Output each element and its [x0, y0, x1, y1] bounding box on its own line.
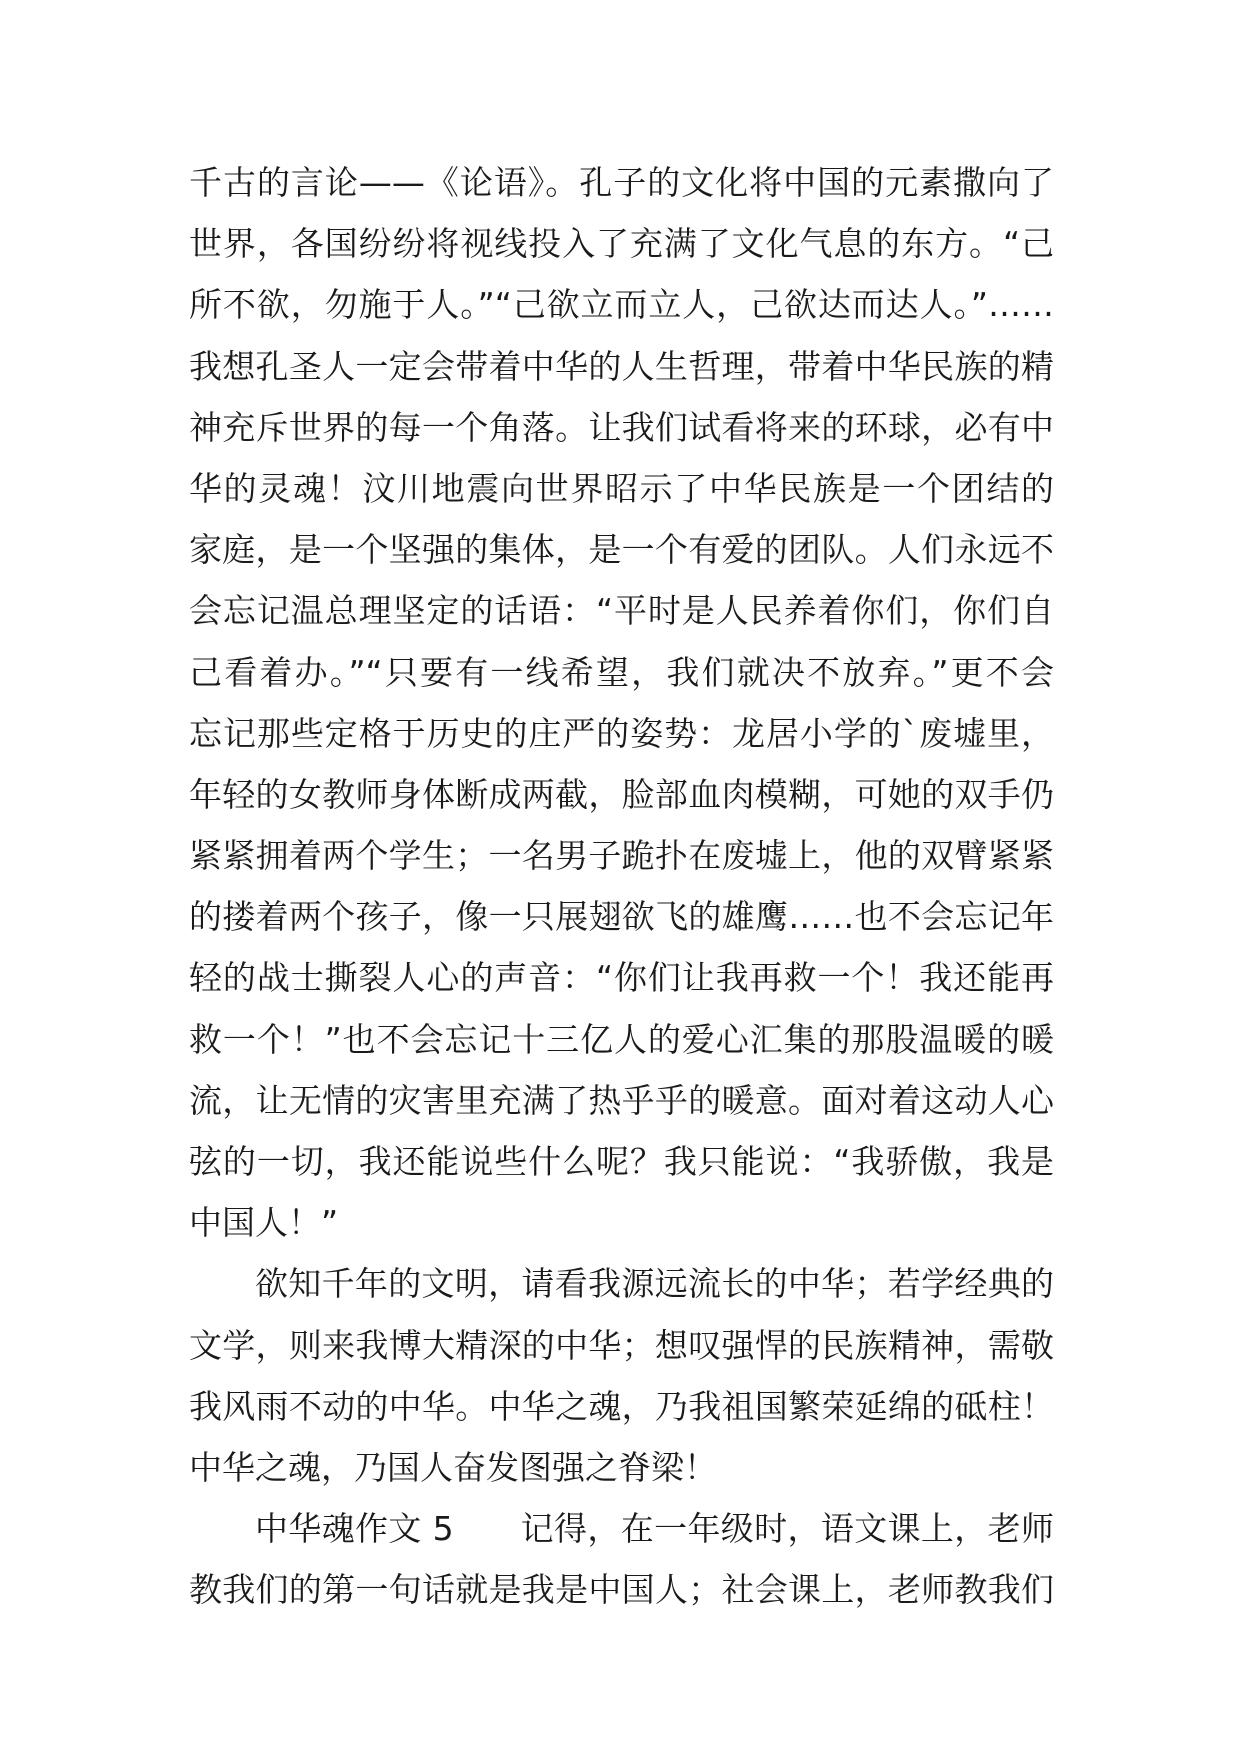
text-line: 我风雨不动的中华。中华之魂，乃我祖国繁荣延绵的砥柱！ [189, 1386, 1054, 1426]
text-line: 世界，各国纷纷将视线投入了充满了文化气息的东方。“己 [189, 224, 1054, 264]
text-line: 家庭，是一个坚强的集体，是一个有爱的团队。人们永远不 [189, 530, 1054, 570]
text-line: 欲知千年的文明，请看我源远流长的中华；若学经典的 [255, 1264, 1054, 1304]
text-line: 中华之魂，乃国人奋发图强之脊梁！ [189, 1447, 717, 1487]
text-line: 年轻的女教师身体断成两截，脸部血肉模糊，可她的双手仍 [189, 774, 1054, 814]
text-line: 神充斥世界的每一个角落。让我们试看将来的环球，必有中 [189, 407, 1054, 447]
text-line: 会忘记温总理坚定的话语：“平时是人民养着你们，你们自 [189, 591, 1054, 631]
text-line: 中华魂作文 5 记得，在一年级时，语文课上，老师 [255, 1509, 1054, 1549]
text-line: 文学，则来我博大精深的中华；想叹强悍的民族精神，需敬 [189, 1325, 1054, 1365]
text-line: 己看着办。”“只要有一线希望，我们就决不放弃。”更不会 [189, 652, 1054, 692]
text-line: 忘记那些定格于历史的庄严的姿势：龙居小学的`废墟里， [189, 713, 1054, 753]
text-line: 救一个！”也不会忘记十三亿人的爱心汇集的那股温暖的暖 [189, 1019, 1054, 1059]
body-text [189, 152, 1054, 1621]
text-line: 弦的一切，我还能说些什么呢？我只能说：“我骄傲，我是 [189, 1142, 1054, 1181]
text-line: 千古的言论——《论语》。孔子的文化将中国的元素撒向了 [189, 163, 1054, 202]
text-line: 华的灵魂！汶川地震向世界昭示了中华民族是一个团结的 [189, 468, 1054, 508]
text-line: 流，让无情的灾害里充满了热乎乎的暖意。面对着这动人心 [189, 1080, 1054, 1120]
text-line: 所不欲，勿施于人。”“己欲立而立人，己欲达而达人。”…… [189, 285, 1054, 325]
text-line: 教我们的第一句话就是我是中国人；社会课上，老师教我们 [189, 1570, 1054, 1610]
text-line: 我想孔圣人一定会带着中华的人生哲理，带着中华民族的精 [189, 346, 1054, 386]
text-line: 中国人！” [189, 1203, 339, 1243]
text-line: 轻的战士撕裂人心的声音：“你们让我再救一个！我还能再 [189, 958, 1054, 998]
text-line: 紧紧拥着两个学生；一名男子跪扑在废墟上，他的双臂紧紧 [189, 836, 1054, 876]
text-line: 的搂着两个孩子，像一只展翅欲飞的雄鹰……也不会忘记年 [189, 897, 1054, 937]
